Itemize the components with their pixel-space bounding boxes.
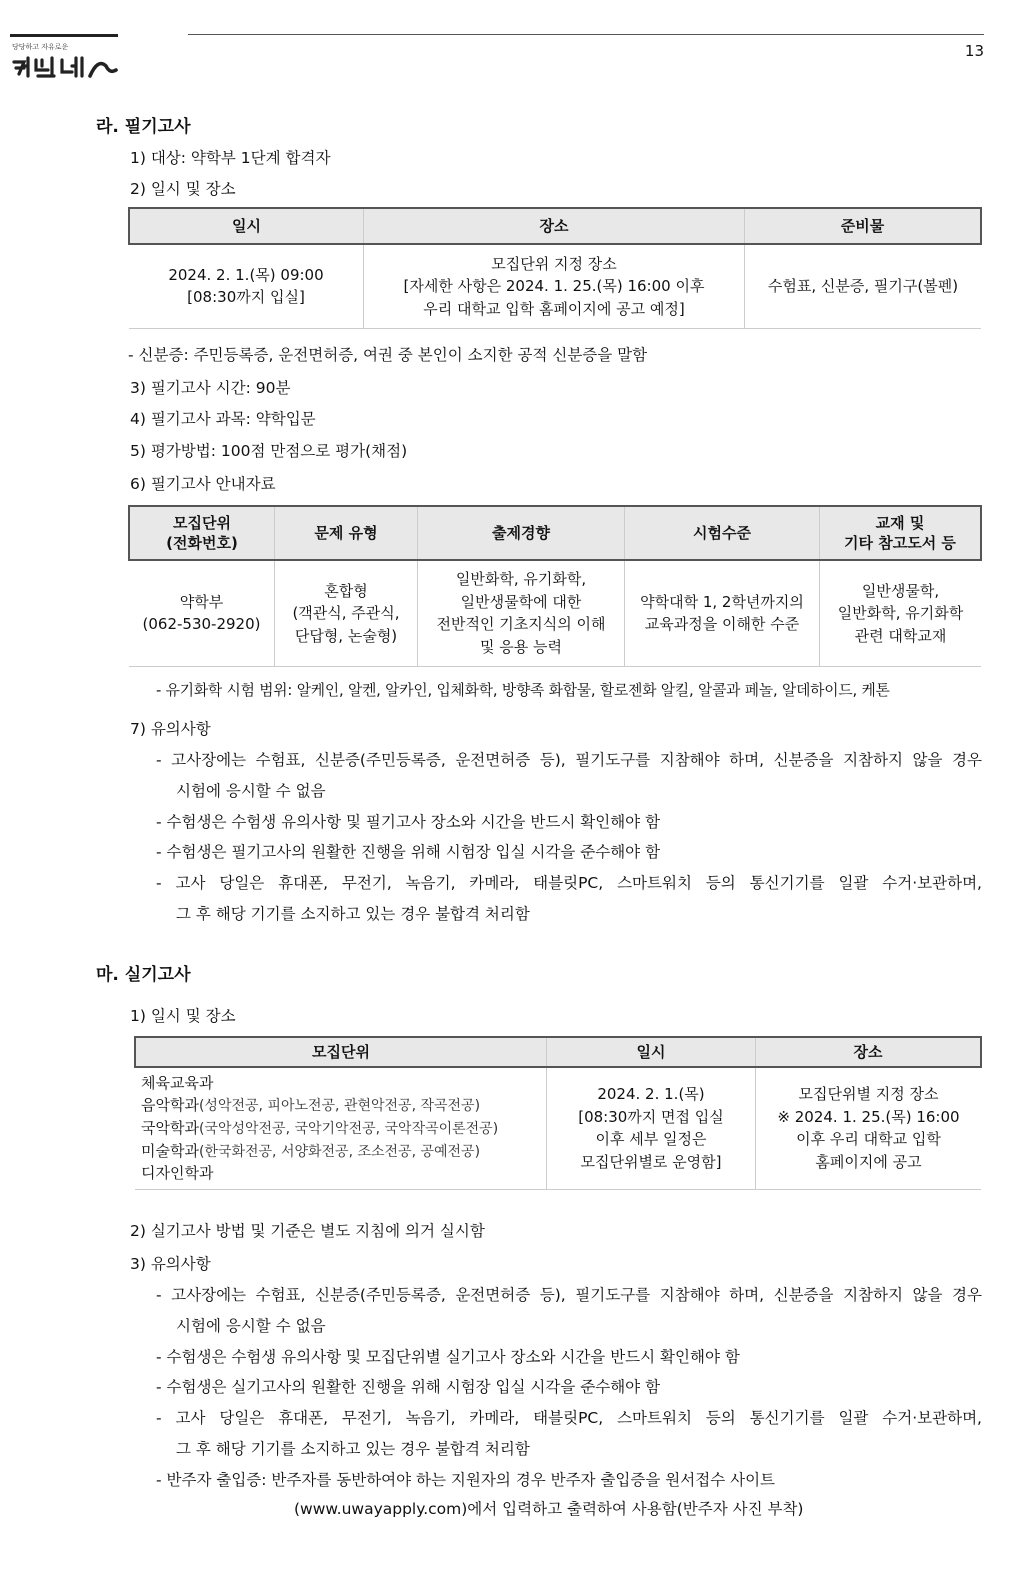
ra-note-continued: 그 후 해당 기기를 소지하고 있는 경우 불합격 처리함 <box>176 905 530 923</box>
cell-line: 이후 세부 일정은 <box>595 1130 707 1149</box>
table-header: 일시 <box>547 1037 756 1067</box>
unit-name: 체육교육과 <box>141 1073 214 1092</box>
unit-detail: (한국화전공, 서양화전공, 조소전공, 공예전공) <box>198 1143 481 1160</box>
unit-line <box>141 1162 546 1184</box>
ra-item-2: 2) 일시 및 장소 <box>130 180 236 198</box>
cell-line: 일반화학, 유기화학 <box>837 604 964 622</box>
cell-line: [08:30까지 면접 입실 <box>578 1107 724 1126</box>
ma-note: - 반주자 출입증: 반주자를 동반하여야 하는 지원자의 경우 반주자 출입증을 원서접수 사이트 <box>156 1471 776 1489</box>
cell-line: 일반생물학, <box>861 581 940 600</box>
section-title-ra: 라. 필기고사 <box>96 117 191 137</box>
cell-line: 전반적인 기초지식의 이해 <box>436 615 606 634</box>
cell-line: 2024. 2. 1.(목) <box>597 1085 705 1104</box>
ma-note: - 고사장에는 수험표, 신분증(주민등록증, 운전면허증 등), 필기도구를 지참해야 하며, 신분증을 지참하지 않을 경우 <box>156 1286 982 1304</box>
cell-line: 혼합형 <box>324 581 368 600</box>
cell-line: (객관식, 주관식, <box>292 604 400 622</box>
table-header: 장소 <box>756 1037 982 1067</box>
table-header <box>129 506 275 560</box>
ma-note-continued: 그 후 해당 기기를 소지하고 있는 경우 불합격 처리함 <box>176 1440 530 1458</box>
cell-line: 이후 우리 대학교 입학 <box>796 1130 941 1149</box>
ma-item-2: 2) 실기고사 방법 및 기준은 별도 지침에 의거 실시함 <box>130 1222 485 1240</box>
table-cell-trend <box>418 560 625 666</box>
cell-line: 모집단위별로 운영함] <box>580 1152 722 1171</box>
ma-note: - 수험생은 수험생 유의사항 및 모집단위별 실기고사 장소와 시간을 반드시 확인해야 함 <box>156 1348 740 1366</box>
table-header: 출제경향 <box>418 506 625 560</box>
table-header <box>820 506 982 560</box>
organic-chem-scope-note: - 유기화학 시험 범위: 알케인, 알켄, 알카인, 입체화학, 방향족 화합물, 할로젠화 알킬, 알콜과 페놀, 알데하이드, 케톤 <box>156 682 890 699</box>
unit-name: 음악학과 <box>141 1096 199 1115</box>
cell-line: 모집단위 지정 장소 <box>491 254 617 273</box>
cell-line: [08:30까지 입실] <box>187 288 305 307</box>
header-line: 기타 참고도서 등 <box>844 534 956 552</box>
practical-exam-schedule-table <box>134 1036 982 1190</box>
cell-line: 2024. 2. 1.(목) 09:00 <box>168 265 324 284</box>
cell-line: 우리 대학교 입학 홈페이지에 공고 예정] <box>423 299 685 318</box>
table-cell-type <box>275 560 418 666</box>
logo-slogan: 당당하고 자유로운 <box>12 43 69 51</box>
logo-script <box>10 52 120 82</box>
header-rule <box>188 34 984 35</box>
cell-line: 약학부 <box>179 592 224 611</box>
cell-line: ※ 2024. 1. 25.(목) 16:00 <box>777 1107 960 1126</box>
ma-note: - 수험생은 실기고사의 원활한 진행을 위해 시험장 입실 시각을 준수해야 함 <box>156 1378 661 1396</box>
header-line: 교재 및 <box>875 513 925 532</box>
table-header: 시험수준 <box>625 506 820 560</box>
header-line: (전화번호) <box>166 534 238 552</box>
cell-line: 홈페이지에 공고 <box>815 1152 922 1171</box>
cell-line: [자세한 사항은 2024. 1. 25.(목) 16:00 이후 <box>403 277 705 295</box>
ra-note: - 고사장에는 수험표, 신분증(주민등록증, 운전면허증 등), 필기도구를 지참해야 하며, 신분증을 지참하지 않을 경우 <box>156 751 982 769</box>
unit-line <box>141 1140 546 1163</box>
ra-item-5: 5) 평가방법: 100점 만점으로 평가(채점) <box>130 442 408 460</box>
cell-line: 교육과정을 이해한 수준 <box>644 615 800 634</box>
cell-line: 관련 대학교재 <box>854 626 947 645</box>
ra-item-6: 6) 필기고사 안내자료 <box>130 475 276 493</box>
ma-note-continued: 시험에 응시할 수 없음 <box>176 1317 326 1335</box>
ra-item-4: 4) 필기고사 과목: 약학입문 <box>130 410 316 428</box>
unit-name: 미술학과 <box>141 1141 199 1160</box>
ma-note-continued: (www.uwayapply.com)에서 입력하고 출력하여 사용함(반주자 사진 부착) <box>294 1500 804 1518</box>
table-header: 모집단위 <box>135 1037 547 1067</box>
table-cell-place <box>756 1067 982 1189</box>
cell-line: (062-530-2920) <box>142 615 261 634</box>
ra-note: - 수험생은 필기고사의 원활한 진행을 위해 시험장 입실 시각을 준수해야 함 <box>156 843 661 861</box>
ra-item-1: 1) 대상: 약학부 1단계 합격자 <box>130 149 331 167</box>
written-exam-schedule-table <box>128 207 982 329</box>
section-title-ma: 마. 실기고사 <box>96 965 191 985</box>
unit-line <box>141 1117 546 1140</box>
table-cell-datetime <box>129 244 364 328</box>
ma-note: - 고사 당일은 휴대폰, 무전기, 녹음기, 카메라, 태블릿PC, 스마트워치 등의 통신기기를 일괄 수거·보관하며, <box>156 1409 982 1427</box>
table-cell-unit <box>129 560 275 666</box>
logo-bar <box>10 34 118 37</box>
table-cell-books <box>820 560 982 666</box>
ma-item-1: 1) 일시 및 장소 <box>130 1007 236 1025</box>
unit-detail: (국악성악전공, 국악기악전공, 국악작곡이론전공) <box>198 1120 499 1137</box>
ra-note: - 고사 당일은 휴대폰, 무전기, 녹음기, 카메라, 태블릿PC, 스마트워치 등의 통신기기를 일괄 수거·보관하며, <box>156 874 982 892</box>
cell-line: 일반화학, 유기화학, <box>455 570 587 589</box>
table-cell-units <box>135 1067 547 1189</box>
cell-line: 일반생물학에 대한 <box>460 592 582 611</box>
unit-line <box>141 1072 546 1094</box>
id-card-note: - 신분증: 주민등록증, 운전면허증, 여권 중 본인이 소지한 공적 신분증을 말함 <box>128 346 648 364</box>
table-header: 준비물 <box>745 208 982 244</box>
ra-item-3: 3) 필기고사 시간: 90분 <box>130 379 291 397</box>
table-header: 장소 <box>364 208 745 244</box>
cell-line: 단답형, 논술형) <box>294 626 398 645</box>
unit-line <box>141 1094 546 1117</box>
table-header: 문제 유형 <box>275 506 418 560</box>
header-line: 모집단위 <box>173 513 231 532</box>
unit-name: 국악학과 <box>141 1118 199 1137</box>
cell-line: 및 응용 능력 <box>480 637 562 656</box>
table-cell-level <box>625 560 820 666</box>
ma-item-3: 3) 유의사항 <box>130 1255 211 1273</box>
table-cell-place <box>364 244 745 328</box>
table-cell-items: 수험표, 신분증, 필기구(볼펜) <box>745 244 982 328</box>
ra-note: - 수험생은 수험생 유의사항 및 필기고사 장소와 시간을 반드시 확인해야 함 <box>156 813 661 831</box>
university-logo <box>10 34 120 82</box>
page-number: 13 <box>964 42 984 60</box>
table-cell-datetime <box>547 1067 756 1189</box>
cell-line: 모집단위별 지정 장소 <box>798 1085 939 1104</box>
cell-line: 약학대학 1, 2학년까지의 <box>640 592 804 611</box>
table-header: 일시 <box>129 208 364 244</box>
written-exam-guide-table <box>128 505 982 667</box>
unit-name: 디자인학과 <box>141 1164 214 1183</box>
unit-detail: (성악전공, 피아노전공, 관현악전공, 작곡전공) <box>198 1098 481 1115</box>
ra-item-7: 7) 유의사항 <box>130 720 211 738</box>
ra-note-continued: 시험에 응시할 수 없음 <box>176 782 326 800</box>
